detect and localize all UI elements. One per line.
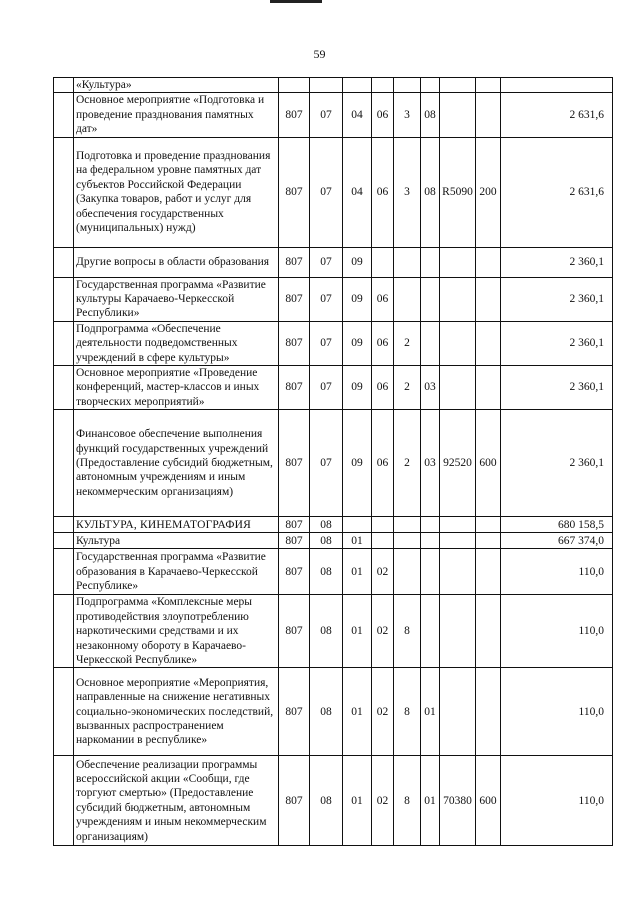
code-cell-c4: 06 xyxy=(372,277,394,321)
code-cell-c2: 07 xyxy=(310,277,343,321)
code-cell-c7: 92520 xyxy=(440,410,476,517)
code-cell-c1 xyxy=(279,78,310,93)
code-cell-c6: 01 xyxy=(421,756,440,846)
amount-cell: 2 360,1 xyxy=(501,277,613,321)
code-cell-c2: 08 xyxy=(310,668,343,756)
code-cell-c7: 70380 xyxy=(440,756,476,846)
code-cell-c8 xyxy=(476,321,501,365)
code-cell-c6 xyxy=(421,277,440,321)
code-cell-c5 xyxy=(394,277,421,321)
code-cell-c1: 807 xyxy=(279,277,310,321)
code-cell-c5 xyxy=(394,78,421,93)
code-cell-c3 xyxy=(343,78,372,93)
item-name-cell: Культура xyxy=(74,533,279,549)
code-cell-c4: 06 xyxy=(372,321,394,365)
code-cell-c4: 02 xyxy=(372,756,394,846)
amount-cell: 2 360,1 xyxy=(501,321,613,365)
code-cell-c3: 04 xyxy=(343,137,372,247)
amount-cell: 680 158,5 xyxy=(501,517,613,533)
code-cell-c8: 200 xyxy=(476,137,501,247)
item-name-cell: Подпрограмма «Комплексные меры противодействия злоупотреблению наркотическими средствами и их незаконному обороту в Карачаево-Черкесской Республике» xyxy=(74,595,279,668)
table-row xyxy=(54,668,613,756)
table-row xyxy=(54,78,613,93)
code-cell-c1: 807 xyxy=(279,668,310,756)
item-name-cell: Обеспечение реализации программы всероссийской акции «Сообщи, где торгуют смертью» (Предоставление субсидий бюджетным, автономным учреждениям и иным некоммерческим организациям) xyxy=(74,756,279,846)
code-cell-c7 xyxy=(440,366,476,410)
row-index-cell xyxy=(54,410,74,517)
code-cell-c1: 807 xyxy=(279,756,310,846)
table-row xyxy=(54,410,613,517)
code-cell-c7 xyxy=(440,517,476,533)
row-index-cell xyxy=(54,137,74,247)
code-cell-c6 xyxy=(421,321,440,365)
code-cell-c5: 3 xyxy=(394,93,421,137)
item-name-cell: Финансовое обеспечение выполнения функций государственных учреждений (Предоставление субсидий бюджетным, автономным учреждениям и иным некоммерческим организациям) xyxy=(74,410,279,517)
code-cell-c8 xyxy=(476,595,501,668)
code-cell-c6 xyxy=(421,549,440,595)
code-cell-c2: 07 xyxy=(310,410,343,517)
code-cell-c8 xyxy=(476,517,501,533)
item-name-cell: Основное мероприятие «Мероприятия, направленные на снижение негативных социально-экономических последствий, вызванных распространением наркомании в республике» xyxy=(74,668,279,756)
table-row xyxy=(54,517,613,533)
item-name-cell: Основное мероприятие «Проведение конференций, мастер-классов и иных творческих мероприятий» xyxy=(74,366,279,410)
budget-table-body xyxy=(54,78,613,846)
code-cell-c7 xyxy=(440,321,476,365)
code-cell-c8 xyxy=(476,78,501,93)
code-cell-c5 xyxy=(394,517,421,533)
code-cell-c2 xyxy=(310,78,343,93)
row-index-cell xyxy=(54,321,74,365)
code-cell-c2: 07 xyxy=(310,137,343,247)
code-cell-c5: 2 xyxy=(394,366,421,410)
code-cell-c6: 03 xyxy=(421,410,440,517)
page-number: 59 xyxy=(313,47,326,61)
item-name-cell: Государственная программа «Развитие культуры Карачаево-Черкесской Республики» xyxy=(74,277,279,321)
code-cell-c7 xyxy=(440,549,476,595)
code-cell-c4: 02 xyxy=(372,549,394,595)
row-index-cell xyxy=(54,668,74,756)
code-cell-c1: 807 xyxy=(279,533,310,549)
row-index-cell xyxy=(54,595,74,668)
table-row xyxy=(54,533,613,549)
code-cell-c5: 8 xyxy=(394,668,421,756)
code-cell-c1: 807 xyxy=(279,366,310,410)
row-index-cell xyxy=(54,93,74,137)
table-row xyxy=(54,247,613,277)
code-cell-c3: 09 xyxy=(343,247,372,277)
code-cell-c3: 04 xyxy=(343,93,372,137)
code-cell-c2: 08 xyxy=(310,595,343,668)
row-index-cell xyxy=(54,533,74,549)
code-cell-c4: 06 xyxy=(372,137,394,247)
scan-edge-mark xyxy=(270,0,322,3)
code-cell-c6: 08 xyxy=(421,137,440,247)
code-cell-c3: 09 xyxy=(343,277,372,321)
code-cell-c7 xyxy=(440,93,476,137)
code-cell-c1: 807 xyxy=(279,93,310,137)
code-cell-c4: 06 xyxy=(372,410,394,517)
item-name-cell: КУЛЬТУРА, КИНЕМАТОГРАФИЯ xyxy=(74,517,279,533)
code-cell-c4: 06 xyxy=(372,93,394,137)
code-cell-c7 xyxy=(440,277,476,321)
row-index-cell xyxy=(54,247,74,277)
code-cell-c7 xyxy=(440,668,476,756)
code-cell-c1: 807 xyxy=(279,321,310,365)
amount-cell: 667 374,0 xyxy=(501,533,613,549)
item-name-cell: «Культура» xyxy=(74,78,279,93)
code-cell-c4 xyxy=(372,247,394,277)
row-index-cell xyxy=(54,366,74,410)
item-name-cell: Подготовка и проведение празднования на федеральном уровне памятных дат субъектов Российской Федерации (Закупка товаров, работ и услуг для обеспечения государственных (муниципальных) нужд) xyxy=(74,137,279,247)
code-cell-c2: 08 xyxy=(310,533,343,549)
code-cell-c8 xyxy=(476,533,501,549)
code-cell-c6 xyxy=(421,533,440,549)
code-cell-c5: 2 xyxy=(394,321,421,365)
code-cell-c8: 600 xyxy=(476,756,501,846)
code-cell-c2: 07 xyxy=(310,366,343,410)
row-index-cell xyxy=(54,517,74,533)
code-cell-c4 xyxy=(372,78,394,93)
table-row xyxy=(54,321,613,365)
code-cell-c3: 01 xyxy=(343,595,372,668)
amount-cell: 110,0 xyxy=(501,549,613,595)
code-cell-c5 xyxy=(394,533,421,549)
item-name-cell: Другие вопросы в области образования xyxy=(74,247,279,277)
amount-cell: 2 360,1 xyxy=(501,410,613,517)
code-cell-c7 xyxy=(440,78,476,93)
amount-cell: 2 631,6 xyxy=(501,93,613,137)
code-cell-c6: 08 xyxy=(421,93,440,137)
code-cell-c6: 03 xyxy=(421,366,440,410)
code-cell-c2: 08 xyxy=(310,756,343,846)
table-row xyxy=(54,595,613,668)
code-cell-c6 xyxy=(421,517,440,533)
code-cell-c8 xyxy=(476,277,501,321)
code-cell-c1: 807 xyxy=(279,549,310,595)
code-cell-c1: 807 xyxy=(279,517,310,533)
amount-cell: 2 360,1 xyxy=(501,247,613,277)
item-name-cell: Основное мероприятие «Подготовка и проведение празднования памятных дат» xyxy=(74,93,279,137)
code-cell-c6 xyxy=(421,595,440,668)
code-cell-c7 xyxy=(440,247,476,277)
code-cell-c3 xyxy=(343,517,372,533)
code-cell-c7 xyxy=(440,533,476,549)
table-row xyxy=(54,549,613,595)
code-cell-c4 xyxy=(372,533,394,549)
code-cell-c6: 01 xyxy=(421,668,440,756)
code-cell-c3: 01 xyxy=(343,756,372,846)
code-cell-c7: R5090 xyxy=(440,137,476,247)
code-cell-c1: 807 xyxy=(279,137,310,247)
code-cell-c7 xyxy=(440,595,476,668)
code-cell-c1: 807 xyxy=(279,410,310,517)
code-cell-c6 xyxy=(421,78,440,93)
code-cell-c8 xyxy=(476,668,501,756)
row-index-cell xyxy=(54,277,74,321)
code-cell-c5 xyxy=(394,247,421,277)
item-name-cell: Подпрограмма «Обеспечение деятельности подведомственных учреждений в сфере культуры» xyxy=(74,321,279,365)
code-cell-c5: 3 xyxy=(394,137,421,247)
code-cell-c3: 09 xyxy=(343,366,372,410)
code-cell-c8 xyxy=(476,549,501,595)
code-cell-c8 xyxy=(476,366,501,410)
code-cell-c3: 01 xyxy=(343,668,372,756)
code-cell-c5 xyxy=(394,549,421,595)
code-cell-c2: 08 xyxy=(310,517,343,533)
code-cell-c2: 07 xyxy=(310,321,343,365)
row-index-cell xyxy=(54,78,74,93)
code-cell-c1: 807 xyxy=(279,595,310,668)
code-cell-c3: 01 xyxy=(343,533,372,549)
amount-cell: 110,0 xyxy=(501,595,613,668)
table-row xyxy=(54,366,613,410)
code-cell-c2: 07 xyxy=(310,247,343,277)
code-cell-c4 xyxy=(372,517,394,533)
budget-table xyxy=(53,77,613,846)
code-cell-c5: 8 xyxy=(394,756,421,846)
code-cell-c3: 01 xyxy=(343,549,372,595)
code-cell-c8 xyxy=(476,247,501,277)
table-row xyxy=(54,93,613,137)
row-index-cell xyxy=(54,549,74,595)
amount-cell: 2 631,6 xyxy=(501,137,613,247)
code-cell-c3: 09 xyxy=(343,410,372,517)
amount-cell xyxy=(501,78,613,93)
code-cell-c4: 02 xyxy=(372,595,394,668)
code-cell-c8 xyxy=(476,93,501,137)
code-cell-c5: 8 xyxy=(394,595,421,668)
table-row xyxy=(54,756,613,846)
row-index-cell xyxy=(54,756,74,846)
code-cell-c4: 02 xyxy=(372,668,394,756)
item-name-cell: Государственная программа «Развитие образования в Карачаево-Черкесской Республике» xyxy=(74,549,279,595)
code-cell-c1: 807 xyxy=(279,247,310,277)
code-cell-c2: 08 xyxy=(310,549,343,595)
code-cell-c3: 09 xyxy=(343,321,372,365)
code-cell-c4: 06 xyxy=(372,366,394,410)
code-cell-c5: 2 xyxy=(394,410,421,517)
amount-cell: 2 360,1 xyxy=(501,366,613,410)
code-cell-c6 xyxy=(421,247,440,277)
table-row xyxy=(54,277,613,321)
table-row xyxy=(54,137,613,247)
code-cell-c8: 600 xyxy=(476,410,501,517)
code-cell-c2: 07 xyxy=(310,93,343,137)
amount-cell: 110,0 xyxy=(501,756,613,846)
amount-cell: 110,0 xyxy=(501,668,613,756)
